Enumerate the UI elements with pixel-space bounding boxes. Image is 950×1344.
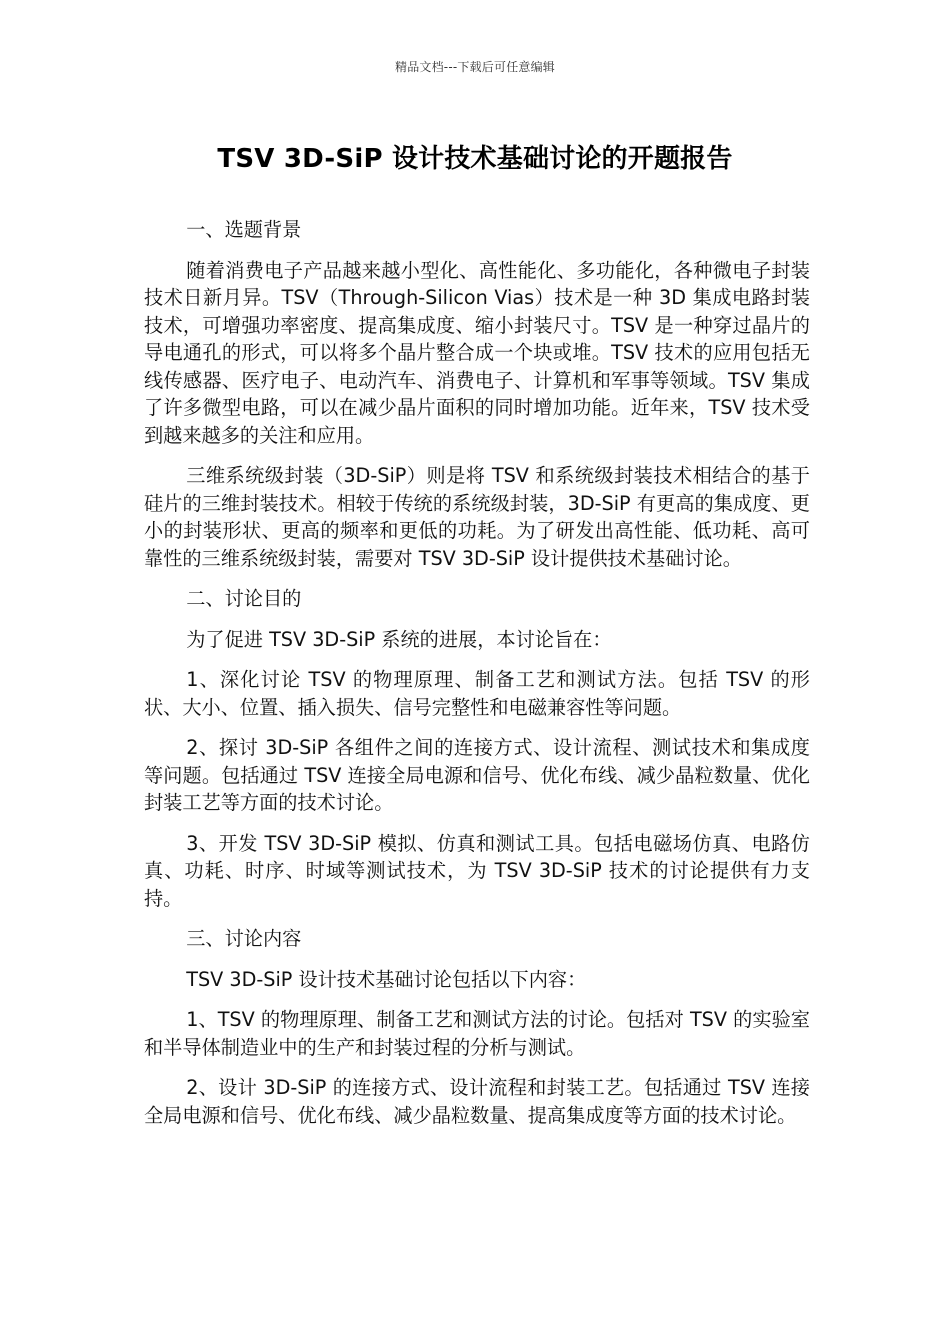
list-item: 2、探讨 3D-SiP 各组件之间的连接方式、设计流程、测试技术和集成度等问题。包括通过 TSV 连接全局电源和信号、优化布线、减少晶粒数量、优化封装工艺等方面的技术讨论。 xyxy=(144,736,810,814)
paragraph: 三维系统级封装（3D-SiP）则是将 TSV 和系统级封装技术相结合的基于硅片的三维封装技术。相较于传统的系统级封装，3D-SiP 有更高的集成度、更小的封装形状、更高的频率和更低的功耗。为了研发出高性能、低功耗、高可靠性的三维系统级封装，需要对 TSV 3D-SiP 设计提供技术基础讨论。 xyxy=(144,464,810,570)
list-item: 1、TSV 的物理原理、制备工艺和测试方法的讨论。包括对 TSV 的实验室和半导体制造业中的生产和封装过程的分析与测试。 xyxy=(144,1008,810,1059)
paragraph: TSV 3D-SiP 设计技术基础讨论包括以下内容： xyxy=(186,967,587,991)
list-item: 2、设计 3D-SiP 的连接方式、设计流程和封装工艺。包括通过 TSV 连接全局电源和信号、优化布线、减少晶粒数量、提高集成度等方面的技术讨论。 xyxy=(144,1076,810,1127)
document-title: TSV 3D-SiP 设计技术基础讨论的开题报告 xyxy=(217,144,733,174)
list-item: 3、开发 TSV 3D-SiP 模拟、仿真和测试工具。包括电磁场仿真、电路仿真、功耗、时序、时域等测试技术，为 TSV 3D-SiP 技术的讨论提供有力支持。 xyxy=(144,831,810,910)
list-item: 1、深化讨论 TSV 的物理原理、制备工艺和测试方法。包括 TSV 的形状、大小、位置、插入损失、信号完整性和电磁兼容性等问题。 xyxy=(144,668,810,719)
section-heading-purpose: 二、讨论目的 xyxy=(186,587,302,610)
section-heading-background: 一、选题背景 xyxy=(186,218,302,241)
document-body xyxy=(144,216,810,1142)
header-note: 精品文档---下载后可任意编辑 xyxy=(395,60,555,74)
paragraph: 为了促进 TSV 3D-SiP 系统的进展，本讨论旨在： xyxy=(186,627,612,651)
section-heading-content: 三、讨论内容 xyxy=(186,927,302,950)
paragraph: 随着消费电子产品越来越小型化、高性能化、多功能化，各种微电子封装技术日新月异。TSV（Through-Silicon Vias）技术是一种 3D 集成电路封装技术，可增强功率密度、提高集成度、缩小封装尺寸。TSV 是一种穿过晶片的导电通孔的形式，可以将多个晶片整合成一个块或堆。TSV 技术的应用包括无线传感器、医疗电子、电动汽车、消费电子、计算机和军事等领域。TSV 集成了许多微型电路，可以在减少晶片面积的同时增加功能。近年来，TSV 技术受到越来越多的关注和应用。 xyxy=(144,258,810,447)
